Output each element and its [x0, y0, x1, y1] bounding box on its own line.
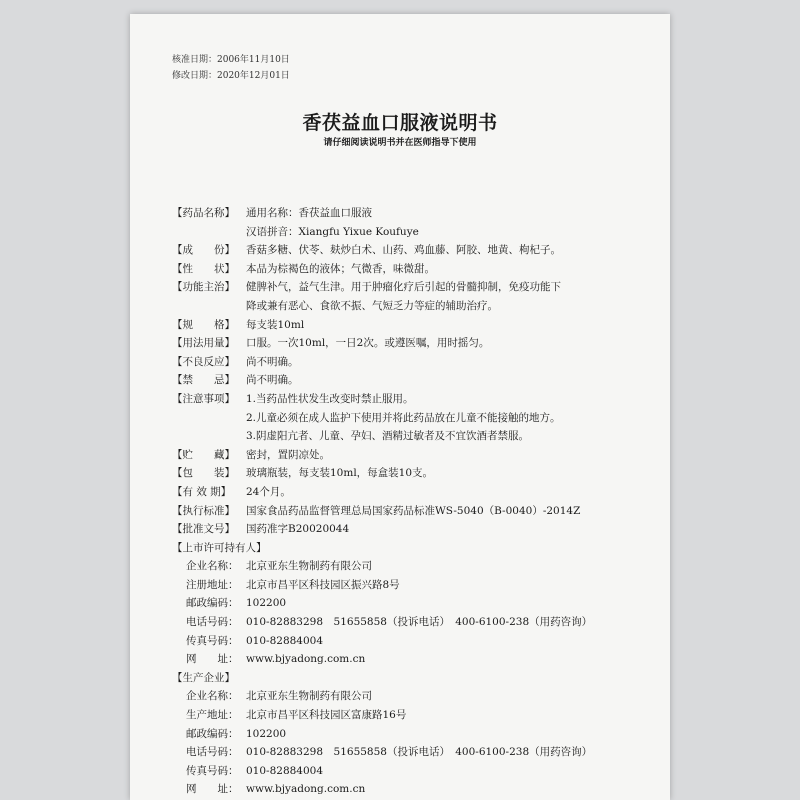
holder-website: www.bjyadong.com.cn [246, 653, 366, 666]
manufacturer-company-label: 企业名称： [186, 690, 239, 703]
holder-address: 北京市昌平区科技园区振兴路8号 [246, 578, 400, 591]
approval-date: 核准日期：2006年11月10日 [172, 55, 290, 65]
manufacturer-phone: 010-82883298 51655858（投诉电话） 400-6100-238（用药咨询） [246, 746, 593, 759]
spec-text: 每支装10ml [246, 318, 305, 331]
manufacturer-phone-label: 电话号码： [186, 746, 239, 759]
storage-label: 【贮 藏】 [172, 448, 235, 461]
manufacturer-zip-row [172, 725, 642, 744]
contraindication-row [172, 371, 642, 390]
manufacturer-company: 北京亚东生物制药有限公司 [246, 690, 372, 703]
indication-text-1: 健脾补气，益气生津。用于肿瘤化疗后引起的骨髓抑制，免疫功能下 [246, 281, 561, 294]
manufacturer-web-label: 网 址： [186, 783, 239, 796]
holder-address-label: 注册地址： [186, 578, 239, 591]
manufacturer-zip-label: 邮政编码： [186, 727, 239, 740]
ingredients-label: 【成 份】 [172, 244, 235, 257]
manufacturer-fax: 010-82884004 [246, 764, 324, 777]
manufacturer-web-row [172, 780, 642, 799]
adverse-text: 尚不明确。 [246, 355, 299, 368]
indication-label: 【功能主治】 [172, 281, 235, 294]
manufacturer-fax-row [172, 762, 642, 781]
holder-fax-row [172, 632, 642, 651]
holder-phone-row [172, 613, 642, 632]
caution-row-3 [172, 427, 642, 446]
caution-text-1: 1.当药品性状发生改变时禁止服用。 [246, 392, 414, 405]
indication-row-2 [172, 297, 642, 316]
pinyin-name: 汉语拼音：Xiangfu Yixue Koufuye [246, 225, 419, 238]
holder-zip-row [172, 594, 642, 613]
storage-row [172, 446, 642, 465]
usage-row [172, 334, 642, 353]
drug-name-label: 【药品名称】 [172, 207, 235, 219]
holder-zip: 102200 [246, 597, 287, 610]
caution-text-3: 3.阴虚阳亢者、儿童、孕妇、酒精过敏者及不宜饮酒者禁服。 [246, 430, 530, 443]
approval-number: 国药准字B20020044 [246, 523, 350, 536]
caution-text-2: 2.儿童必须在成人监护下使用并将此药品放在儿童不能接触的地方。 [246, 411, 561, 424]
manufacturer-address-row [172, 706, 642, 725]
caution-row-2 [172, 409, 642, 428]
spec-label: 【规 格】 [172, 318, 235, 331]
validity-label: 【有 效 期】 [172, 485, 232, 498]
adverse-label: 【不良反应】 [172, 355, 235, 368]
pinyin-row [172, 223, 642, 242]
usage-label: 【用法用量】 [172, 337, 235, 350]
approval-row [172, 520, 642, 539]
spec-row [172, 316, 642, 335]
validity-text: 24个月。 [246, 485, 291, 498]
standard-label: 【执行标准】 [172, 504, 235, 517]
standard-row [172, 502, 642, 521]
contraindication-text: 尚不明确。 [246, 374, 299, 387]
manufacturer-phone-row [172, 743, 642, 762]
manufacturer-heading: 【生产企业】 [172, 671, 235, 684]
holder-fax: 010-82884004 [246, 634, 324, 647]
holder-phone-label: 电话号码： [186, 616, 239, 629]
manufacturer-website: www.bjyadong.com.cn [246, 783, 366, 796]
character-text: 本品为棕褐色的液体；气微香，味微甜。 [246, 262, 435, 275]
storage-text: 密封，置阴凉处。 [246, 448, 330, 461]
holder-company: 北京亚东生物制药有限公司 [246, 560, 372, 573]
character-row [172, 260, 642, 279]
caution-row-1 [172, 390, 642, 409]
revision-date: 修改日期：2020年12月01日 [172, 71, 290, 81]
package-row [172, 464, 642, 483]
manufacturer-company-row [172, 687, 642, 706]
holder-zip-label: 邮政编码： [186, 597, 239, 610]
document-subtitle: 请仔细阅读说明书并在医师指导下使用 [323, 138, 477, 148]
holder-fax-label: 传真号码： [186, 634, 239, 647]
leaflet-body [172, 204, 642, 799]
indication-text-2: 降或兼有恶心、食欲不振、气短乏力等症的辅助治疗。 [246, 299, 498, 312]
package-text: 玻璃瓶装，每支装10ml，每盒装10支。 [246, 467, 434, 480]
generic-name: 通用名称：香茯益血口服液 [246, 207, 372, 219]
contraindication-label: 【禁 忌】 [172, 374, 235, 387]
date-block [172, 52, 290, 84]
character-label: 【性 状】 [172, 262, 235, 275]
holder-heading: 【上市许可持有人】 [172, 541, 267, 554]
indication-row [172, 278, 642, 297]
ingredients-text: 香菇多糖、伏苓、麸炒白术、山药、鸡血藤、阿胶、地黄、枸杞子。 [246, 244, 561, 257]
adverse-row [172, 353, 642, 372]
ingredients-row [172, 241, 642, 260]
manufacturer-zip: 102200 [246, 727, 287, 740]
holder-address-row [172, 576, 642, 595]
holder-web-row [172, 650, 642, 669]
validity-row [172, 483, 642, 502]
drug-name-row [172, 204, 642, 223]
manufacturer-fax-label: 传真号码： [186, 764, 239, 777]
approval-label: 【批准文号】 [172, 523, 235, 536]
caution-label: 【注意事项】 [172, 392, 235, 405]
standard-text: 国家食品药品监督管理总局国家药品标准WS-5040（B-0040）-2014Z [246, 504, 581, 517]
usage-text: 口服。一次10ml，一日2次。或遵医嘱，用时摇匀。 [246, 337, 490, 350]
holder-web-label: 网 址： [186, 653, 239, 666]
holder-phone: 010-82883298 51655858（投诉电话） 400-6100-238（用药咨询） [246, 616, 593, 629]
package-label: 【包 装】 [172, 467, 235, 480]
document-title: 香茯益血口服液说明书 [302, 112, 498, 134]
manufacturer-address-label: 生产地址： [186, 709, 239, 722]
manufacturer-address: 北京市昌平区科技园区富康路16号 [246, 709, 407, 722]
holder-company-label: 企业名称： [186, 560, 239, 573]
holder-company-row [172, 557, 642, 576]
